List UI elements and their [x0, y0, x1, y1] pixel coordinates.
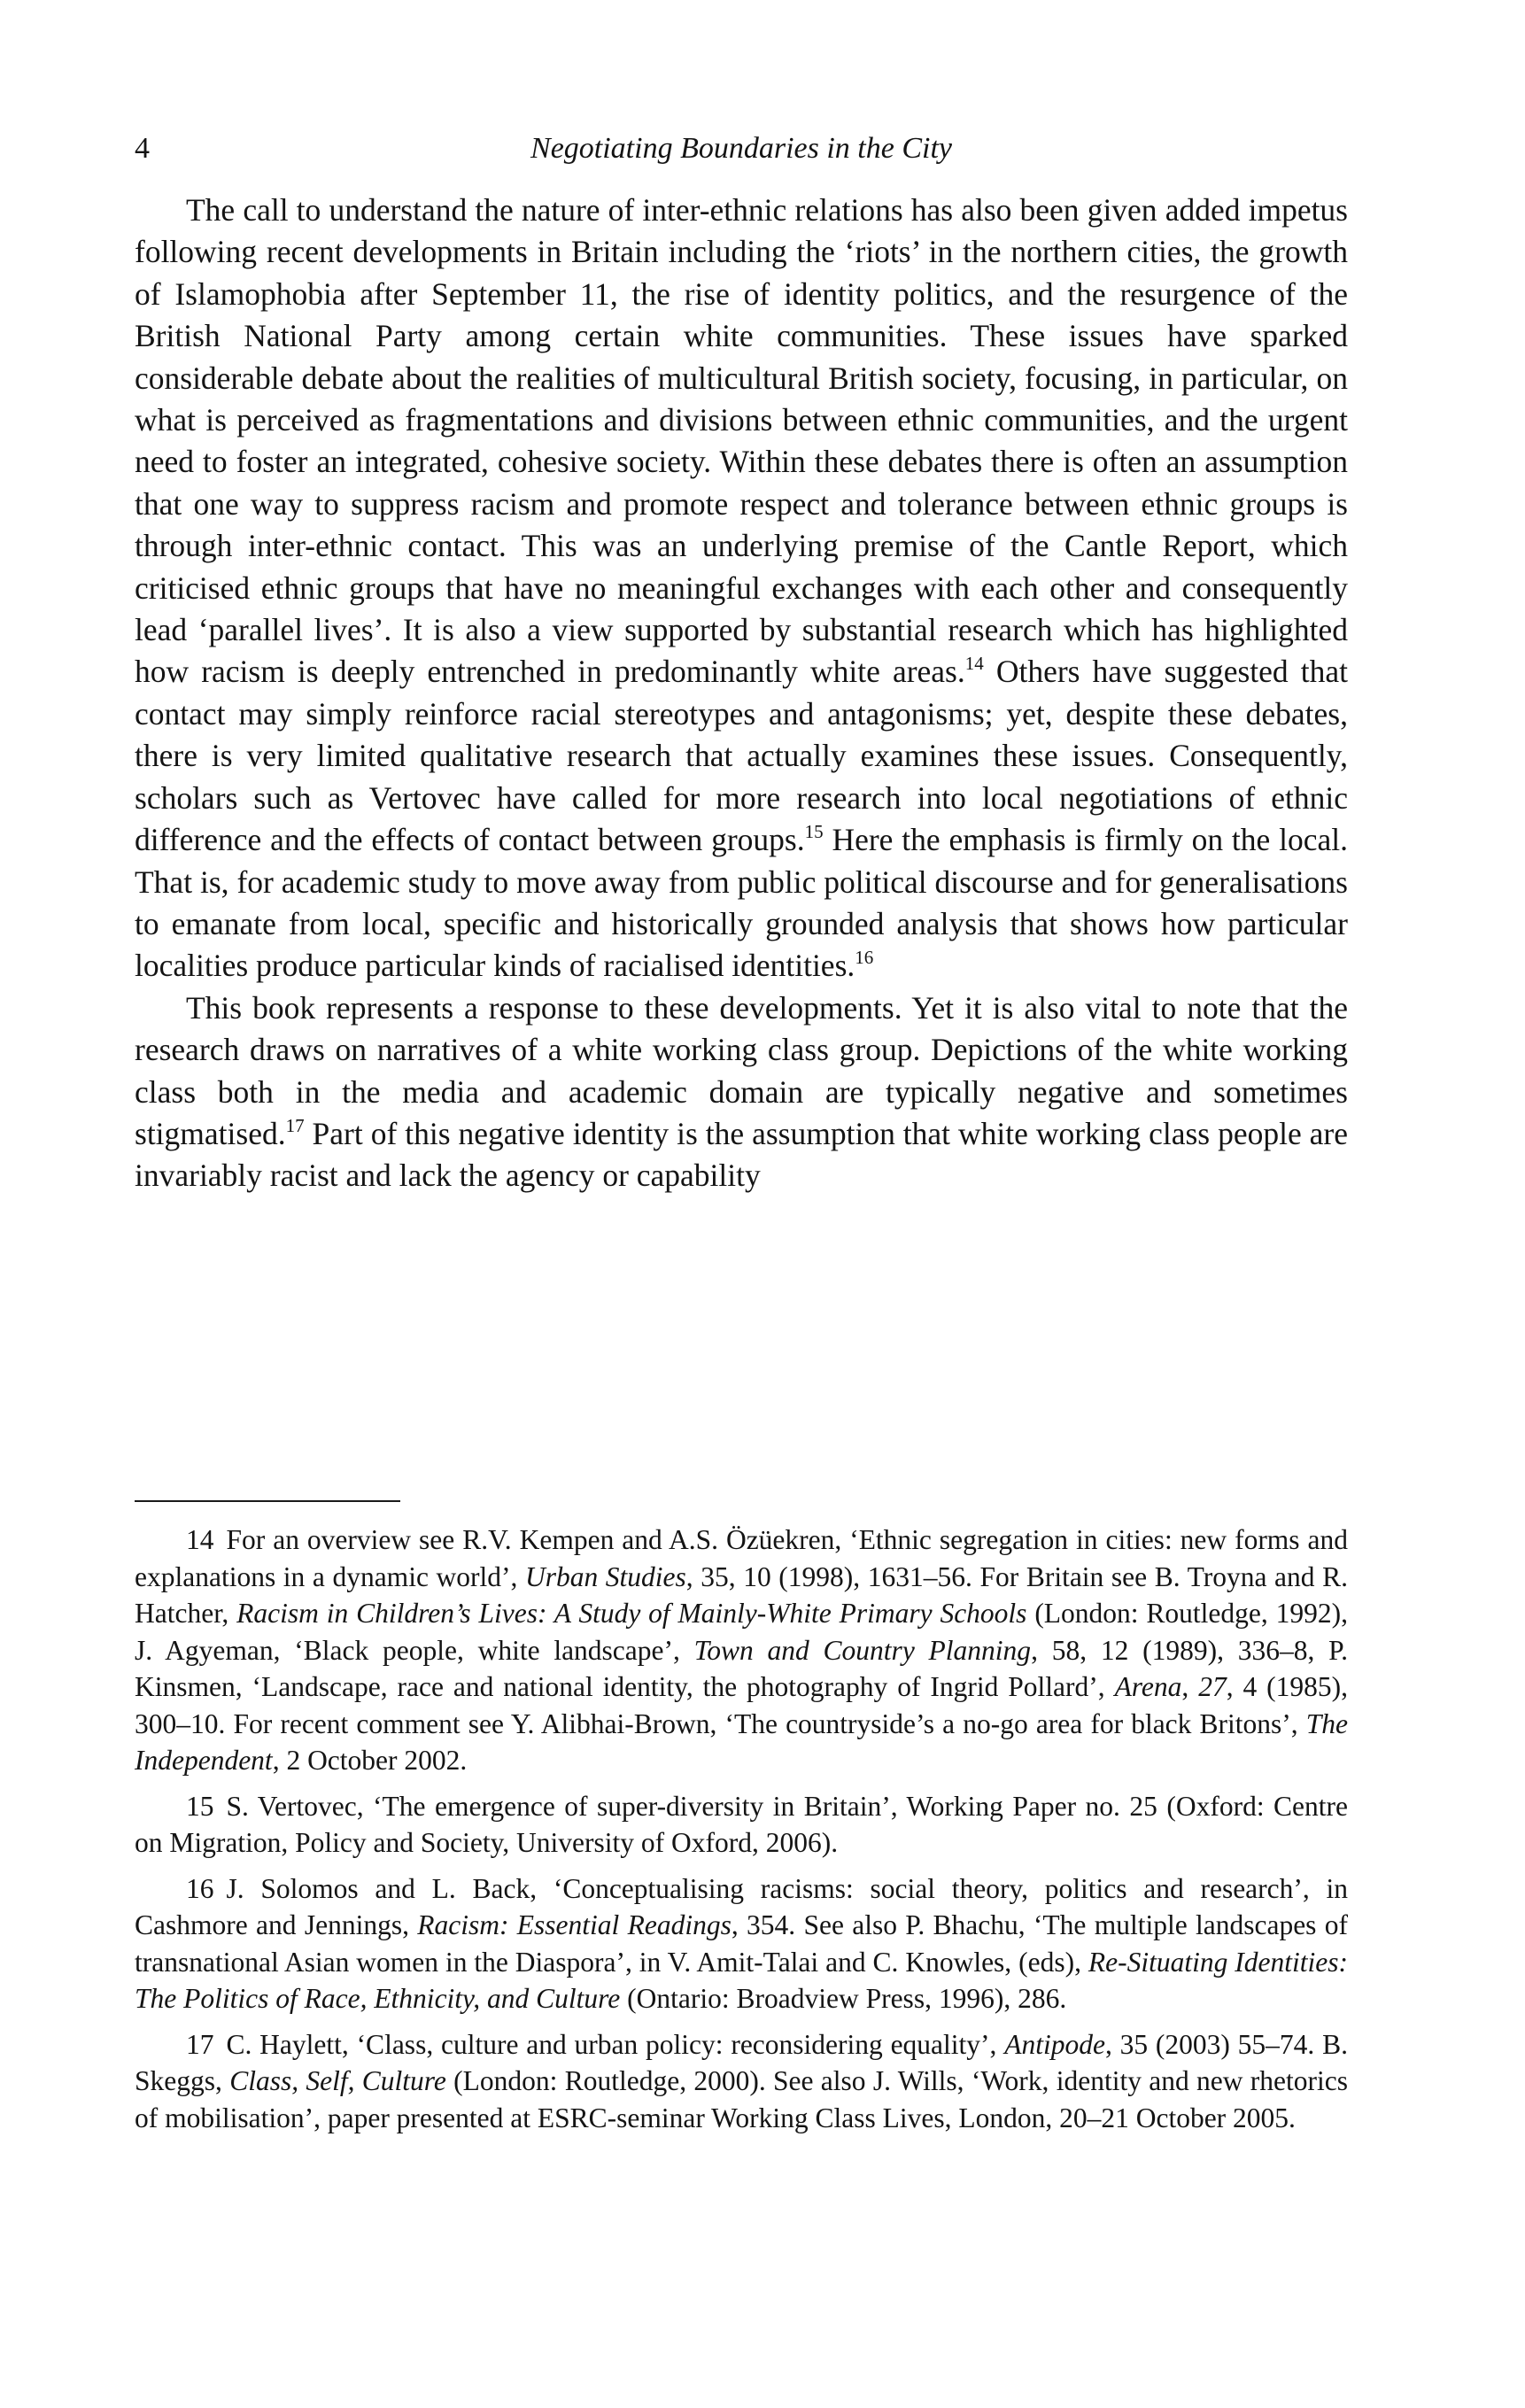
footnote-italic: Class, Self, Culture [229, 2065, 446, 2096]
footnote-text: , 35, 10 (1998), 1631–56. For Britain see B. Troyna and R. Hatcher, [135, 1560, 1349, 1629]
footnote-number: 14 [186, 1524, 214, 1555]
paragraph-text: Here the emphasis is firmly on the local. That is, for academic study to move away from public political discourse and for generalisations to emanate from local, specific and historically grounded analysis that shows how particular localities produce particular kinds of racialised identities. [135, 822, 1348, 984]
footnote-text: , [1181, 1671, 1199, 1702]
footnote-text: J. Solomos and L. Back, ‘Conceptualising racisms: social theory, politics and research’, in Cashmore and Jennings, [135, 1872, 1348, 1940]
body-text [135, 190, 1348, 1197]
footnote-ref-15: 15 [804, 821, 824, 843]
footnotes [135, 1521, 1348, 2145]
footnote-italic: Urban Studies [524, 1560, 686, 1592]
running-title: Negotiating Boundaries in the City [530, 132, 952, 165]
footnote-number: 17 [186, 2028, 214, 2060]
footnote-italic: Town and Country Planning [693, 1634, 1032, 1666]
footnote-italic: Arena [1114, 1671, 1182, 1702]
running-head [135, 127, 1348, 171]
footnote-text: , 58, 12 (1989), 336–8, P. Kinsmen, ‘Landscape, race and national identity, the photography of Ingrid Pollard’, [135, 1634, 1348, 1702]
footnote-text: , 354. See also P. Bhachu, ‘The multiple landscapes of transnational Asian women in the Diaspora’, in V. Amit-Talai and C. Knowles, (eds), [135, 1909, 1348, 1978]
footnote-ref-14: 14 [964, 653, 984, 675]
paragraph-text: The call to understand the nature of inter-ethnic relations has also been given added impetus following recent developments in Britain including the ‘riots’ in the northern cities, the growth of Islamophobia after September 11, the rise of identity politics, and the resurgence of the British National Party among certain white communities. These issues have sparked considerable debate about the realities of multicultural British society, focusing, in particular, on what is perceived as fragmentations and divisions between ethnic communities, and the urgent need to foster an integrated, cohesive society. Within these debates there is often an assumption that one way to suppress racism and promote respect and tolerance between ethnic groups is through inter-ethnic contact. This was an underlying premise of the Cantle Report, which criticised ethnic groups that have no meaningful exchanges with each other and consequently lead ‘parallel lives’. It is also a view supported by substantial research which has highlighted how racism is deeply entrenched in predominantly white areas. [135, 192, 1348, 690]
footnote-ref-16: 16 [855, 947, 874, 969]
page-number: 4 [135, 132, 150, 165]
footnote-text: (London: Routledge, 2000). See also J. Wills, ‘Work, identity and new rhetorics of mobilisation’, paper presented at ESRC-seminar Working Class Lives, London, 20–21 October 2005. [135, 2065, 1349, 2133]
footnote-text: (Ontario: Broadview Press, 1996), 286. [620, 1983, 1067, 2014]
paragraph-text: Others have suggested that contact may simply reinforce racial stereotypes and antagonisms; yet, despite these debates, there is very limited qualitative research that actually examines these issues. Consequently, scholars such as Vertovec have called for more research into local negotiations of ethnic difference and the effects of contact between groups. [135, 654, 1348, 858]
footnote-number: 16 [186, 1872, 214, 1904]
paragraph-text: This book represents a response to these developments. Yet it is also vital to note that the research draws on narratives of a white working class group. Depictions of the white working class both in the media and academic domain are typically negative and sometimes stigmatised. [135, 989, 1348, 1151]
footnote-number: 15 [186, 1790, 214, 1822]
body-paragraph-1 [135, 190, 1348, 987]
footnote-16 [135, 1870, 1348, 2017]
footnote-17 [135, 2026, 1348, 2137]
paragraph-text: Part of this negative identity is the assumption that white working class people are invariably racist and lack the agency or capability [135, 1115, 1348, 1194]
body-paragraph-2 [135, 987, 1348, 1197]
footnote-text: C. Haylett, ‘Class, culture and urban policy: reconsidering equality’, [226, 2028, 1005, 2060]
footnote-italic: 27 [1198, 1671, 1227, 1702]
footnote-italic: Racism in Children’s Lives: A Study of Mainly-White Primary Schools [236, 1598, 1027, 1629]
footnote-divider [135, 1500, 400, 1502]
footnote-text: S. Vertovec, ‘The emergence of super-diversity in Britain’, Working Paper no. 25 (Oxford: Centre on Migration, Policy and Society, University of Oxford, 2006). [135, 1790, 1348, 1858]
footnote-text: (London: Routledge, 1992), J. Agyeman, ‘Black people, white landscape’, [135, 1598, 1348, 1666]
footnote-italic: The Independent [135, 1707, 1348, 1776]
footnote-italic: Re-Situating Identities: The Politics of Race, Ethnicity, and Culture [135, 1946, 1348, 2014]
footnote-italic: Racism: Essential Readings [417, 1909, 732, 1940]
footnote-text: For an overview see R.V. Kempen and A.S. Özüekren, ‘Ethnic segregation in cities: new forms and explanations in a dynamic world’, [135, 1524, 1348, 1592]
footnote-15 [135, 1788, 1348, 1862]
footnote-ref-17: 17 [285, 1114, 305, 1136]
footnote-text: , 2 October 2002. [272, 1745, 468, 1776]
footnote-14 [135, 1521, 1348, 1779]
footnote-text: , 4 (1985), 300–10. For recent comment see Y. Alibhai-Brown, ‘The countryside’s a no-go area for black Britons’, [135, 1671, 1349, 1739]
footnote-italic: Antipode [1004, 2028, 1105, 2060]
footnote-text: , 35 (2003) 55–74. B. Skeggs, [135, 2028, 1348, 2096]
